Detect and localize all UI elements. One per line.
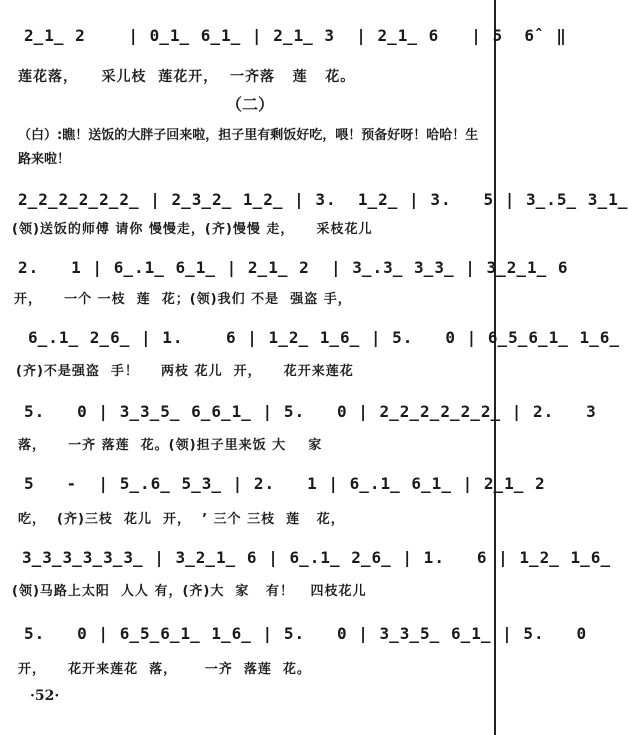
notation-line: 2. 1 | 6̲.1̲ 6̲1̲ | 2̲1̲ 2 | 3̲.3̲ 3̲3̲ | 3̲2̲1̲ 6 (18, 258, 569, 277)
lyrics-line: 开， 一个 一枝 莲 花；(领)我们 不是 强盗 手， (14, 292, 352, 307)
notation-line: 6̲.1̲ 2̲6̲ | 1. 6 | 1̲2̲ 1̲6̲ | 5. 0 | 6̲5̲6̲1̲ 1̲6̲ (28, 328, 621, 347)
notation-line: 5. 0 | 6̲5̲6̲1̲ 1̲6̲ | 5. 0 | 3̲3̲5̲ 6̲1̲ | 5. 0 (24, 624, 588, 643)
section-heading: （二） (225, 95, 274, 114)
notation-line: 2̲1̲ 2 | 0̲1̲ 6̲1̲ | 2̲1̲ 3 | 2̲1̲ 6 | 5 6̂ ‖ (24, 26, 567, 45)
notation-line: 2̲2̲2̲2̲2̲2̲ | 2̲3̲2̲ 1̲2̲ | 3. 1̲2̲ | 3. 5 | 3̲.5̲ 3̲1̲ (18, 190, 628, 209)
lyrics-line: 吃， (齐)三枝 花儿 开， ’ 三个 三枝 莲 花， (18, 512, 345, 527)
spoken-dialogue: （白）:瞧！送饭的大胖子回来啦，担子里有剩饭好吃，喂！预备好呀！哈哈！生路来啦！ (18, 128, 479, 167)
lyrics-line: (领)送饭的师傅 请你 慢慢走，(齐)慢慢 走， 采枝花儿 (12, 222, 373, 237)
lyrics-line: (齐)不是强盗 手！ 两枝 花儿 开， 花开来莲花 (16, 364, 354, 379)
lyrics-line: 落， 一齐 落莲 花。(领)担子里来饭 大 家 (18, 438, 323, 453)
notation-line: 3̲3̲3̲3̲3̲3̲ | 3̲2̲1̲ 6 | 6̲.1̲ 2̲6̲ | 1. 6 | 1̲2̲ 1̲6̲ (22, 548, 612, 567)
notation-line: 5. 0 | 3̲3̲5̲ 6̲6̲1̲ | 5. 0 | 2̲2̲2̲2̲2̲2̲ | 2. 3 (24, 402, 597, 421)
lyrics-line: 莲花落， 采儿枝 莲花开， 一齐落 莲 花。 (18, 69, 356, 85)
lyrics-line: 开， 花开来莲花 落， 一齐 落莲 花。 (18, 662, 311, 677)
page-number: ·52· (30, 688, 60, 704)
lyrics-line: (领)马路上太阳 人人 有，(齐)大 家 有！ 四枝花儿 (12, 584, 367, 599)
notation-line: 5 - | 5̲.6̲ 5̲3̲ | 2. 1 | 6̲.1̲ 6̲1̲ | 2̲1̲ 2 (24, 474, 546, 493)
